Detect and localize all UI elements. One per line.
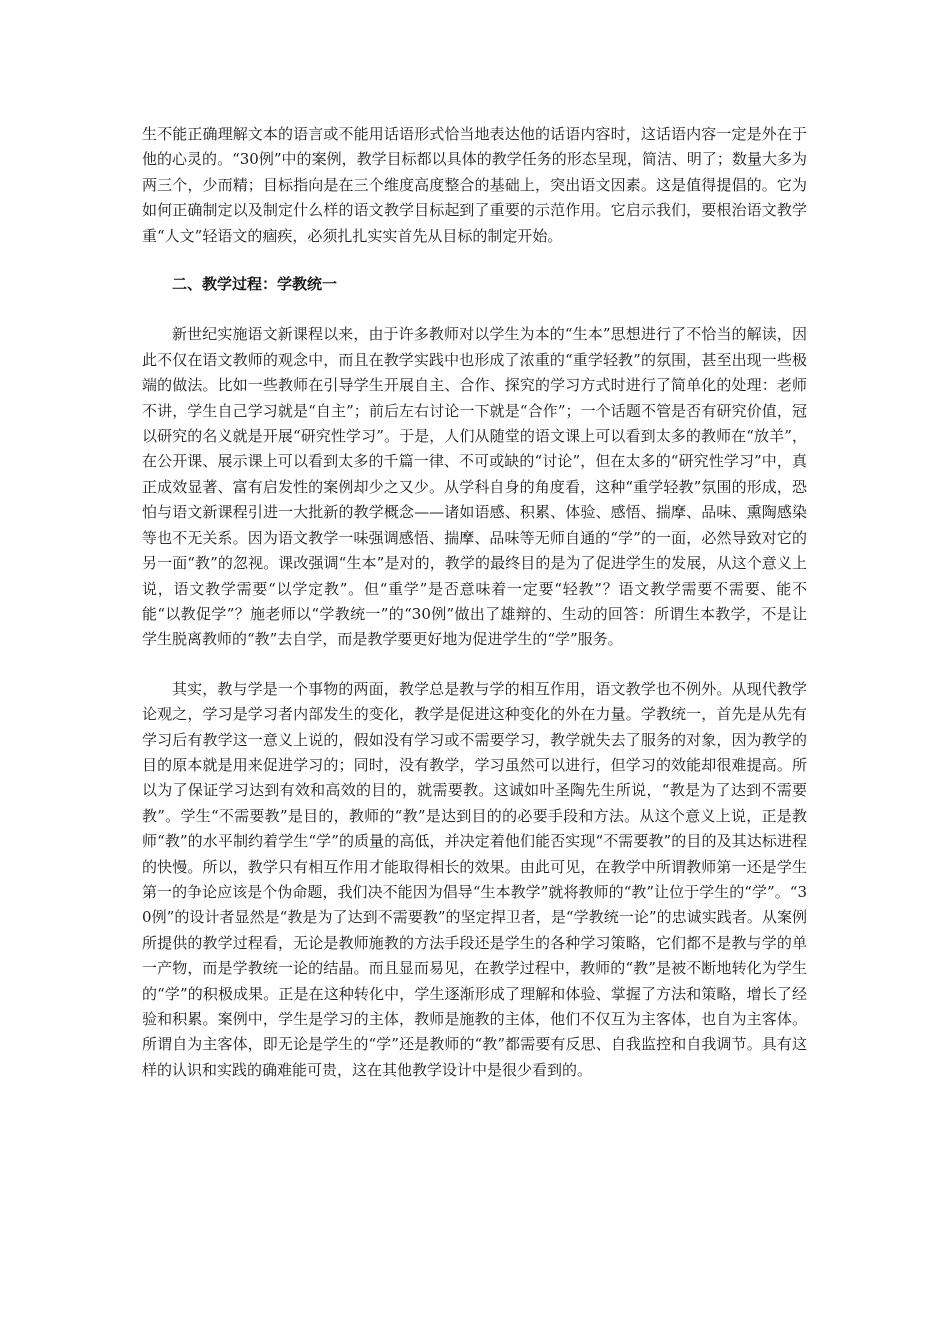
paragraph-continued: 生不能正确理解文本的语言或不能用话语形式恰当地表达他的话语内容时，这话语内容一定是外在于他的心灵的。“30例”中的案例，教学目标都以具体的教学任务的形态呈现，简洁、明了；数量大多为两三个，少而精；目标指向是在三个维度高度整合的基础上，突出语文因素。这是值得提倡的。它为如何正确制定以及制定什么样的语文教学目标起到了重要的示范作用。它启示我们，要根治语文教学重“人文”轻语文的痼疾，必须扎扎实实首先从目标的制定开始。: [142, 125, 807, 245]
paragraph-teaching-and-learning: 其实，教与学是一个事物的两面，教学总是教与学的相互作用，语文教学也不例外。从现代教学论观之，学习是学习者内部发生的变化，教学是促进这种变化的外在力量。学教统一，首先是从先有学习后有教学这一意义上说的，假如没有学习或不需要学习，教学就失去了服务的对象，因为教学的目的原本就是用来促进学习的；同时，没有教学，学习虽然可以进行，但学习的效能却很难提高。所以为了保证学习达到有效和高效的目的，就需要教。这诚如叶圣陶先生所说，“教是为了达到不需要教”。学生“不需要教”是目的，教师的“教”是达到目的的必要手段和方法。从这个意义上说，正是教师“教”的水平制约着学生“学”的质量的高低，并决定着他们能否实现“不需要教”的目的及其达标进程的快慢。所以，教学只有相互作用才能取得相长的效果。由此可见，在教学中所谓教师第一还是学生第一的争论应该是个伪命题，我们决不能因为倡导“生本教学”就将教师的“教”让位于学生的“学”。“30例”的设计者显然是“教是为了达到不需要教”的坚定捍卫者，是“学教统一论”的忠诚实践者。从案例所提供的教学过程看，无论是教师施教的方法手段还是学生的各种学习策略，它们都不是教与学的单一产物，而是学教统一论的结晶。而且显而易见，在教学过程中，教师的“教”是被不断地转化为学生的“学”的积极成果。正是在这种转化中，学生逐渐形成了理解和体验、掌握了方法和策略，增长了经验和积累。案例中，学生是学习的主体，教师是施教的主体，他们不仅互为主客体，也自为主客体。所谓自为主客体，即无论是学生的“学”还是教师的“教”都需要有反思、自我监控和自我调节。具有这样的认识和实践的确难能可贵，这在其他教学设计中是很少看到的。: [142, 679, 807, 1079]
section-heading: 二、教学过程：学教统一: [172, 275, 338, 294]
paragraph-teaching-process: 新世纪实施语文新课程以来，由于许多教师对以学生为本的“生本”思想进行了不恰当的解读，因此不仅在语文教师的观念中，而且在教学实践中也形成了浓重的“重学轻教”的氛围，甚至出现一些极端的做法。比如一些教师在引导学生开展自主、合作、探究的学习方式时进行了简单化的处理：老师不讲，学生自己学习就是“自主”；前后左右讨论一下就是“合作”；一个话题不管是否有研究价值，冠以研究的名义就是开展“研究性学习”。于是，人们从随堂的语文课上可以看到太多的教师在“放羊”，在公开课、展示课上可以看到太多的千篇一律、不可或缺的“讨论”，但在太多的“研究性学习”中，真正成效显著、富有启发性的案例却少之又少。从学科自身的角度看，这种“重学轻教”氛围的形成，恐怕与语文新课程引进一大批新的教学概念——诸如语感、积累、体验、感悟、揣摩、品味、熏陶感染等也不无关系。因为语文教学一味强调感悟、揣摩、品味等无师自通的“学”的一面，必然导致对它的另一面“教”的忽视。课改强调“生本”是对的，教学的最终目的是为了促进学生的发展，从这个意义上说，语文教学需要“以学定教”。但“重学”是否意味着一定要“轻教”？语文教学需要不需要、能不能“以教促学”？施老师以“学教统一”的“30例”做出了雄辩的、生动的回答：所谓生本教学，不是让学生脱离教师的“教”去自学，而是教学要更好地为促进学生的“学”服务。: [142, 325, 807, 649]
document-page: [142, 122, 807, 1083]
